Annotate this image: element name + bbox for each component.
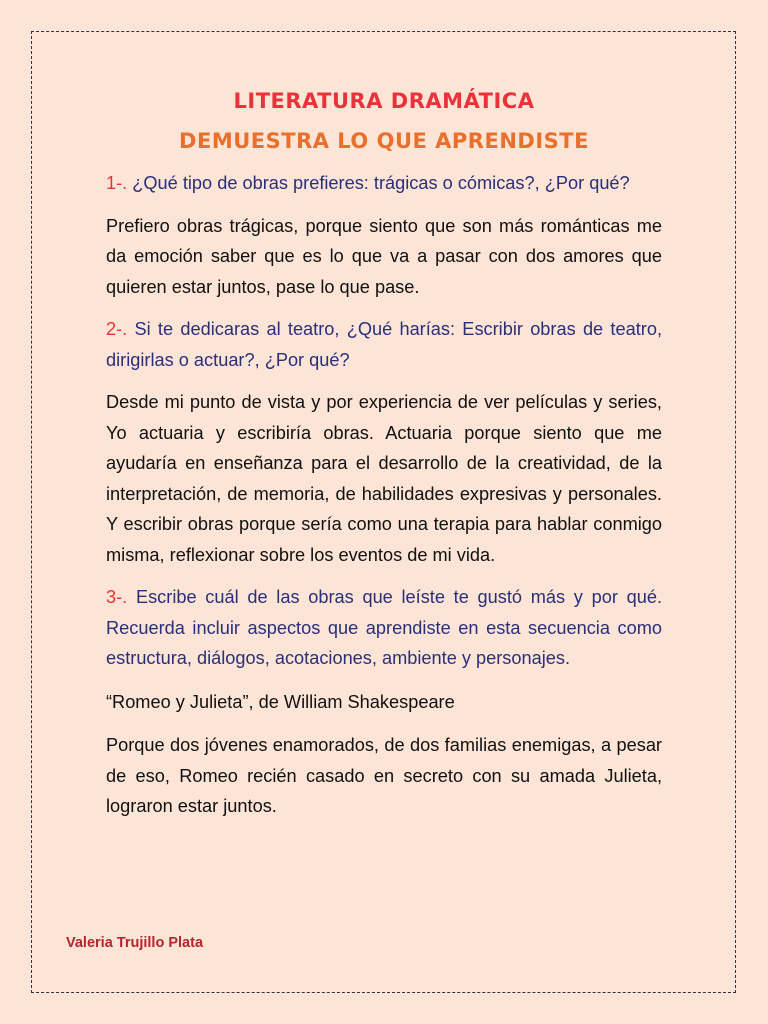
question-1-number: 1-. [106, 173, 128, 193]
author-name: Valeria Trujillo Plata [66, 935, 204, 951]
question-2-text: Si te dedicaras al teatro, ¿Qué harías: Escribir obras de teatro, dirigirlas o actuar?, ¿Por qué? [106, 319, 662, 370]
question-2-number: 2-. [106, 319, 128, 339]
document-content [106, 85, 662, 822]
answer-1: Prefiero obras trágicas, porque siento que son más románticas me da emoción saber que es lo que va a pasar con dos amores que quieren estar juntos, pase lo que pase. [106, 215, 662, 297]
question-3 [106, 582, 662, 674]
answer-3: Porque dos jóvenes enamorados, de dos familias enemigas, a pesar de eso, Romeo recién casado en secreto con su amada Julieta, lograron estar juntos. [106, 735, 662, 816]
question-3-number: 3-. [106, 587, 128, 607]
document-title: LITERATURA DRAMÁTICA [233, 89, 535, 113]
question-2 [106, 314, 662, 375]
answer-2: Desde mi punto de vista y por experiencia de ver películas y series, Yo actuaria y escribiría obras. Actuaria porque siento que me ayudaría en enseñanza para el desarrollo de la creatividad, de la interpretación, de memoria, de habilidades expresivas y personales. Y escribir obras porque sería como una terapia para hablar conmigo misma, reflexionar sobre los eventos de mi vida. [106, 392, 662, 565]
question-3-text: Escribe cuál de las obras que leíste te gustó más y por qué. Recuerda incluir aspectos que aprendiste en esta secuencia como estructura, diálogos, acotaciones, ambiente y personajes. [106, 587, 662, 668]
question-1 [106, 168, 662, 199]
document-subtitle: DEMUESTRA LO QUE APRENDISTE [179, 129, 589, 153]
question-1-text: ¿Qué tipo de obras prefieres: trágicas o cómicas?, ¿Por qué? [132, 173, 630, 193]
answer-3-title: “Romeo y Julieta”, de William Shakespeare [106, 691, 455, 712]
